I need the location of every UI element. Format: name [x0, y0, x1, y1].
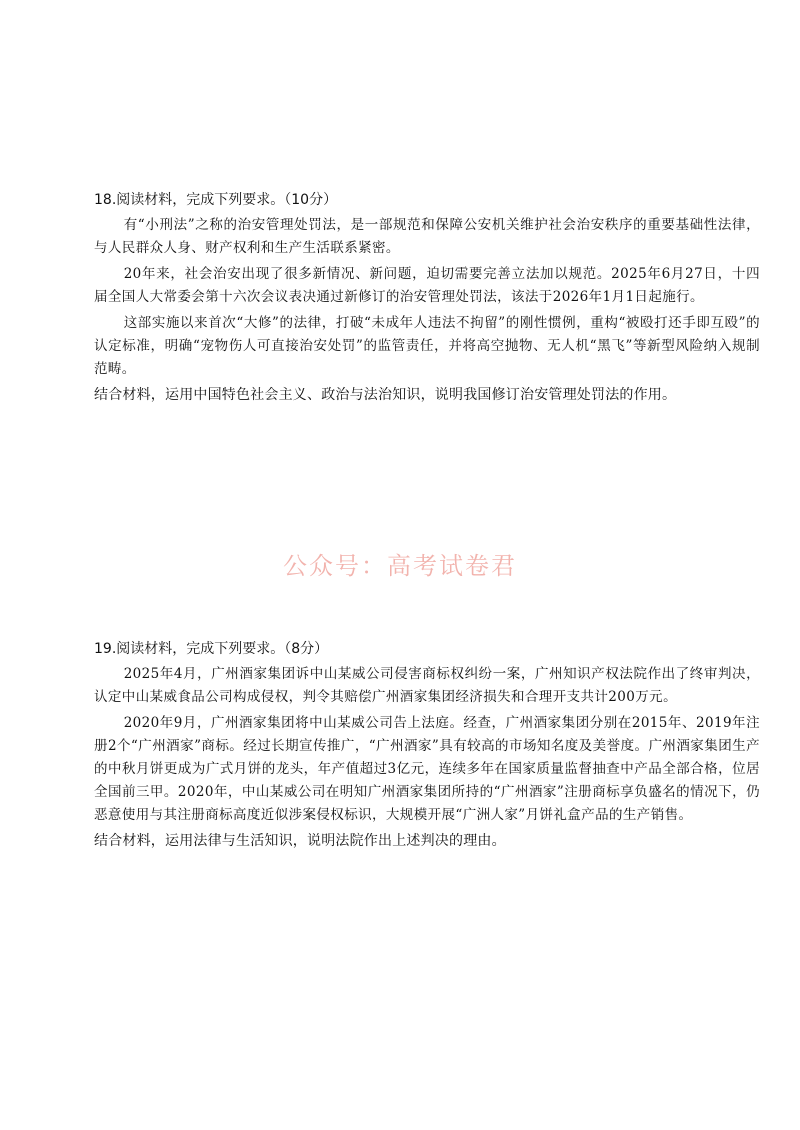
material-paragraph: 2020年9月，广州酒家集团将中山某威公司告上法庭。经查，广州酒家集团分别在2015年、2019年注册2个“广州酒家”商标。经过长期宣传推广，“广州酒家”具有较高的市场知名度及美誉度。广州酒家集团生产的中秋月饼更成为广式月饼的龙头，年产值超过3亿元，连续多年在国家质量监督抽查中产品全部合格，位居全国前三甲。2020年，中山某威公司在明知广州酒家集团所持的“广州酒家”注册商标享负盛名的情况下，仍恶意使用与其注册商标高度近似涉案侵权标识，大规模开展“广洲人家”月饼礼盒产品的生产销售。	[94, 715, 760, 823]
question-task: 结合材料，运用中国特色社会主义、政治与法治知识，说明我国修订治安管理处罚法的作用。	[94, 387, 677, 403]
material-paragraph: 2025年4月，广州酒家集团诉中山某威公司侵害商标权纠纷一案，广州知识产权法院作出了终审判决，认定中山某威食品公司构成侵权，判令其赔偿广州酒家集团经济损失和合理开支共计200万元。	[94, 666, 760, 705]
question-title: 18.阅读材料，完成下列要求。（10分）	[94, 192, 338, 208]
question-task: 结合材料，运用法律与生活知识，说明法院作出上述判决的理由。	[94, 833, 506, 849]
question-18	[94, 189, 760, 407]
watermark-text: 公众号：高考试卷君	[283, 552, 517, 580]
material-paragraph: 这部实施以来首次“大修”的法律，打破“未成年人违法不拘留”的刚性惯例，重构“被殴打还手即互殴”的认定标准，明确“宠物伤人可直接治安处罚”的监管责任，并将高空抛物、无人机“黑飞”等新型风险纳入规制范畴。	[94, 315, 760, 377]
question-title: 19.阅读材料，完成下列要求。（8分）	[94, 641, 329, 657]
question-19	[94, 638, 760, 853]
material-paragraph: 20年来，社会治安出现了很多新情况、新问题，迫切需要完善立法加以规范。2025年6月27日，十四届全国人大常委会第十六次会议表决通过新修订的治安管理处罚法，该法于2026年1月1日起施行。	[94, 266, 760, 305]
material-paragraph: 有“小刑法”之称的治安管理处罚法，是一部规范和保障公安机关维护社会治安秩序的重要基础性法律，与人民群众人身、财产权利和生产生活联系紧密。	[94, 217, 760, 256]
